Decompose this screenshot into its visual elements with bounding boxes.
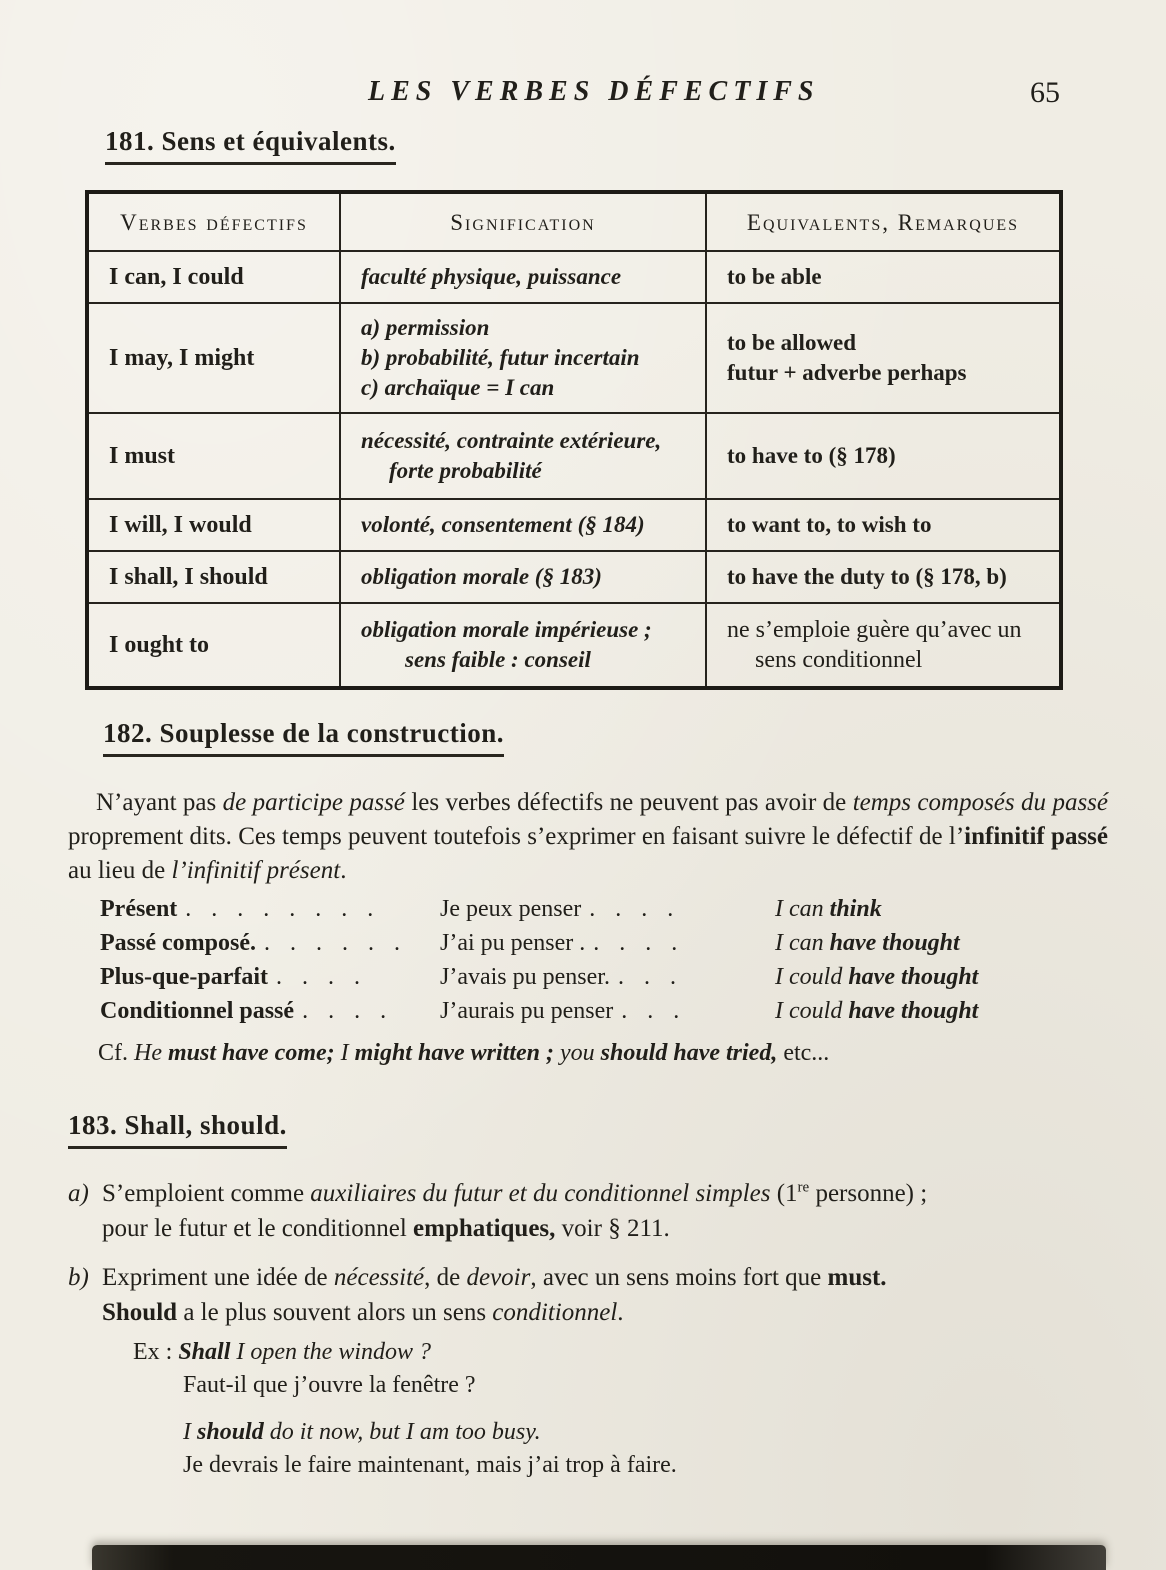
cell-verb	[89, 552, 339, 602]
verb-text: I will, I would	[109, 511, 252, 538]
section-183-heading: 183. Shall, should.	[68, 1110, 287, 1149]
table-row	[89, 550, 1059, 602]
signification-line: obligation morale (§ 183)	[361, 564, 602, 589]
equivalent-line: to be able	[727, 264, 822, 289]
scan-artifact-bar	[92, 1545, 1106, 1570]
cell-verb	[89, 414, 339, 498]
running-head-title: LES VERBES DÉFECTIFS	[368, 76, 820, 107]
example-text: Je devrais le faire maintenant, mais j’ai trop à faire.	[183, 1452, 677, 1478]
equivalent-line: to want to, to wish to	[727, 512, 932, 537]
english-column	[775, 930, 960, 957]
cell-verb	[89, 252, 339, 302]
para-text-italic: temps composés du passé	[852, 789, 1108, 816]
english-example: I can	[775, 896, 830, 922]
item-text-bold: must.	[827, 1264, 887, 1291]
item-a-marker: a)	[68, 1180, 89, 1207]
header-label: Signification	[450, 210, 596, 235]
french-column	[440, 998, 775, 1025]
cell-signification	[339, 304, 705, 412]
cell-signification	[339, 414, 705, 498]
example-text-italic: do it now, but I am too busy.	[263, 1419, 541, 1445]
conjugation-row	[100, 964, 978, 998]
cf-text-italic: I	[340, 1040, 355, 1066]
tense-label: Passé composé.	[100, 930, 256, 956]
item-text-italic: auxiliaires du futur et du conditionnel simples	[310, 1180, 771, 1207]
header-label: Equivalents, Remarques	[746, 210, 1020, 235]
cell-signification	[339, 500, 705, 550]
item-b	[68, 1260, 1108, 1330]
page-number: 65	[1030, 76, 1060, 109]
signification-line: volonté, consentement (§ 184)	[361, 512, 645, 537]
para-text: proprement dits. Ces temps peuvent toutefois s’exprimer en faisant suivre le défectif de l’	[68, 823, 965, 850]
cell-verb	[89, 304, 339, 412]
french-column	[440, 964, 775, 991]
equivalent-line: futur + adverbe perhaps	[727, 360, 967, 385]
english-column	[775, 964, 978, 991]
cf-note	[98, 1040, 829, 1067]
english-example-bold: have thought	[848, 964, 979, 990]
french-example: J’ai pu penser .	[440, 930, 586, 956]
cell-signification	[339, 252, 705, 302]
cell-signification	[339, 604, 705, 686]
cell-equivalent	[705, 552, 1059, 602]
equivalent-line: to have the duty to (§ 178, b)	[727, 564, 1007, 589]
defective-verbs-table	[85, 190, 1063, 690]
example-text-bold-italic: should	[197, 1419, 264, 1445]
conjugation-row	[100, 896, 978, 930]
table-row	[89, 498, 1059, 550]
english-column	[775, 896, 882, 923]
example-line	[183, 1369, 677, 1402]
conjugation-row	[100, 998, 978, 1032]
example-line	[133, 1336, 677, 1369]
para-text-italic: l’infinitif présent	[171, 857, 341, 884]
para-text-italic: de participe passé	[222, 789, 405, 816]
item-text: (1	[770, 1180, 798, 1207]
verb-text: I may, I might	[109, 344, 255, 371]
french-example: J’aurais pu penser	[440, 998, 614, 1024]
item-text: personne) ;	[809, 1180, 928, 1207]
para-text-bold: infinitif passé	[964, 823, 1108, 850]
tense-column	[100, 930, 440, 957]
item-text-italic: conditionnel	[492, 1299, 618, 1326]
header-cell-signification	[339, 194, 705, 250]
cf-text-bold-italic: must have come;	[167, 1040, 341, 1066]
cf-text: Cf.	[98, 1040, 134, 1066]
signification-line: faculté physique, puissance	[361, 264, 622, 289]
item-text-bold: Should	[102, 1299, 178, 1326]
leader-dots: . . . .	[593, 930, 685, 956]
para-text: .	[340, 857, 347, 884]
french-example: Je peux penser	[440, 896, 582, 922]
french-column	[440, 930, 775, 957]
para-text: les verbes défectifs ne peuvent pas avoir de	[404, 789, 853, 816]
equivalent-line: to have to (§ 178)	[727, 443, 896, 468]
table-row	[89, 302, 1059, 412]
para-text: N’ayant pas	[96, 789, 223, 816]
signification-line: b) probabilité, futur incertain	[361, 345, 640, 370]
item-text: , avec un sens moins fort que	[530, 1264, 828, 1291]
cell-equivalent	[705, 252, 1059, 302]
verb-text: I shall, I should	[109, 563, 268, 590]
item-text: S’emploient comme	[102, 1180, 311, 1207]
cf-text-italic: you	[559, 1040, 601, 1066]
item-text-bold: emphatiques,	[413, 1215, 556, 1242]
leader-dots: . . .	[621, 998, 687, 1024]
item-b-marker: b)	[68, 1264, 89, 1291]
english-example-bold: have thought	[848, 998, 979, 1024]
english-example: I could	[775, 998, 849, 1024]
example-line	[183, 1416, 677, 1449]
tense-column	[100, 964, 440, 991]
item-a	[68, 1176, 1108, 1246]
item-b-body	[102, 1260, 1108, 1330]
french-example: J’avais pu penser.	[440, 964, 610, 990]
superscript-text: re	[797, 1179, 810, 1196]
example-text-italic: I open the window ?	[230, 1339, 432, 1365]
cf-text-italic: He	[134, 1040, 168, 1066]
leader-dots: . . . . . .	[263, 930, 407, 956]
cell-verb	[89, 604, 339, 686]
header-cell-equivalents	[705, 194, 1059, 250]
item-text: Expriment une idée de	[102, 1264, 334, 1291]
section-182-paragraph	[68, 786, 1108, 888]
french-column	[440, 896, 775, 923]
signification-line: forte probabilité	[389, 458, 542, 483]
example-label: Ex :	[133, 1339, 179, 1365]
cell-equivalent	[705, 604, 1059, 686]
verb-text: I ought to	[109, 631, 210, 658]
conjugation-row	[100, 930, 978, 964]
equivalent-line: sens conditionnel	[755, 647, 923, 673]
cf-text-bold-italic: might have written ;	[354, 1040, 560, 1066]
equivalent-line: ne s’emploie guère qu’avec un	[727, 617, 1022, 643]
signification-line: a) permission	[361, 315, 490, 340]
english-example-bold: have thought	[829, 930, 960, 956]
item-text: pour le futur et le conditionnel	[102, 1215, 414, 1242]
table-header-row	[89, 194, 1059, 250]
signification-line: c) archaïque = I can	[361, 375, 555, 400]
cf-text: etc...	[777, 1040, 830, 1066]
english-example: I can	[775, 930, 830, 956]
item-text: .	[617, 1299, 624, 1326]
leader-dots: . . . .	[589, 896, 681, 922]
para-text: au lieu de	[68, 857, 172, 884]
conjugation-examples	[100, 896, 978, 1032]
verb-text: I must	[109, 442, 176, 469]
tense-column	[100, 998, 440, 1025]
spacer	[133, 1402, 677, 1416]
leader-dots: . . . . . . . .	[185, 896, 381, 922]
cell-verb	[89, 500, 339, 550]
english-example: I could	[775, 964, 849, 990]
item-text-italic: nécessité	[333, 1264, 425, 1291]
tense-label: Plus-que-parfait	[100, 964, 268, 990]
tense-label: Conditionnel passé	[100, 998, 295, 1024]
item-text: , de	[424, 1264, 467, 1291]
leader-dots: . . . .	[302, 998, 394, 1024]
header-label: Verbes défectifs	[120, 210, 308, 235]
signification-line: obligation morale impérieuse ;	[361, 617, 652, 642]
example-text-italic: I	[183, 1419, 197, 1445]
cell-signification	[339, 552, 705, 602]
header-cell-verbes	[89, 194, 339, 250]
example-text: Faut-il que j’ouvre la fenêtre ?	[183, 1372, 476, 1398]
item-text: a le plus souvent alors un sens	[177, 1299, 493, 1326]
table-row	[89, 412, 1059, 498]
section-182-heading: 182. Souplesse de la construction.	[103, 718, 504, 757]
signification-line: sens faible : conseil	[405, 647, 591, 672]
cell-equivalent	[705, 414, 1059, 498]
item-a-body	[102, 1176, 1108, 1246]
verb-text: I can, I could	[109, 263, 244, 290]
table-row	[89, 250, 1059, 302]
cell-equivalent	[705, 304, 1059, 412]
cf-text-bold-italic: should have tried,	[600, 1040, 778, 1066]
equivalent-line: to be allowed	[727, 330, 857, 355]
table-row	[89, 602, 1059, 686]
item-text: voir § 211.	[555, 1215, 670, 1242]
english-column	[775, 998, 978, 1025]
english-example-bold: think	[829, 896, 882, 922]
leader-dots: . . .	[617, 964, 683, 990]
leader-dots: . . . .	[276, 964, 367, 990]
tense-column	[100, 896, 440, 923]
example-line	[183, 1449, 677, 1482]
signification-line: nécessité, contrainte extérieure,	[361, 428, 662, 453]
cell-equivalent	[705, 500, 1059, 550]
section-181-heading: 181. Sens et équivalents.	[105, 126, 396, 165]
item-text-italic: devoir	[466, 1264, 531, 1291]
example-text-bold-italic: Shall	[178, 1339, 231, 1365]
tense-label: Présent	[100, 896, 178, 922]
example-block	[133, 1336, 677, 1482]
